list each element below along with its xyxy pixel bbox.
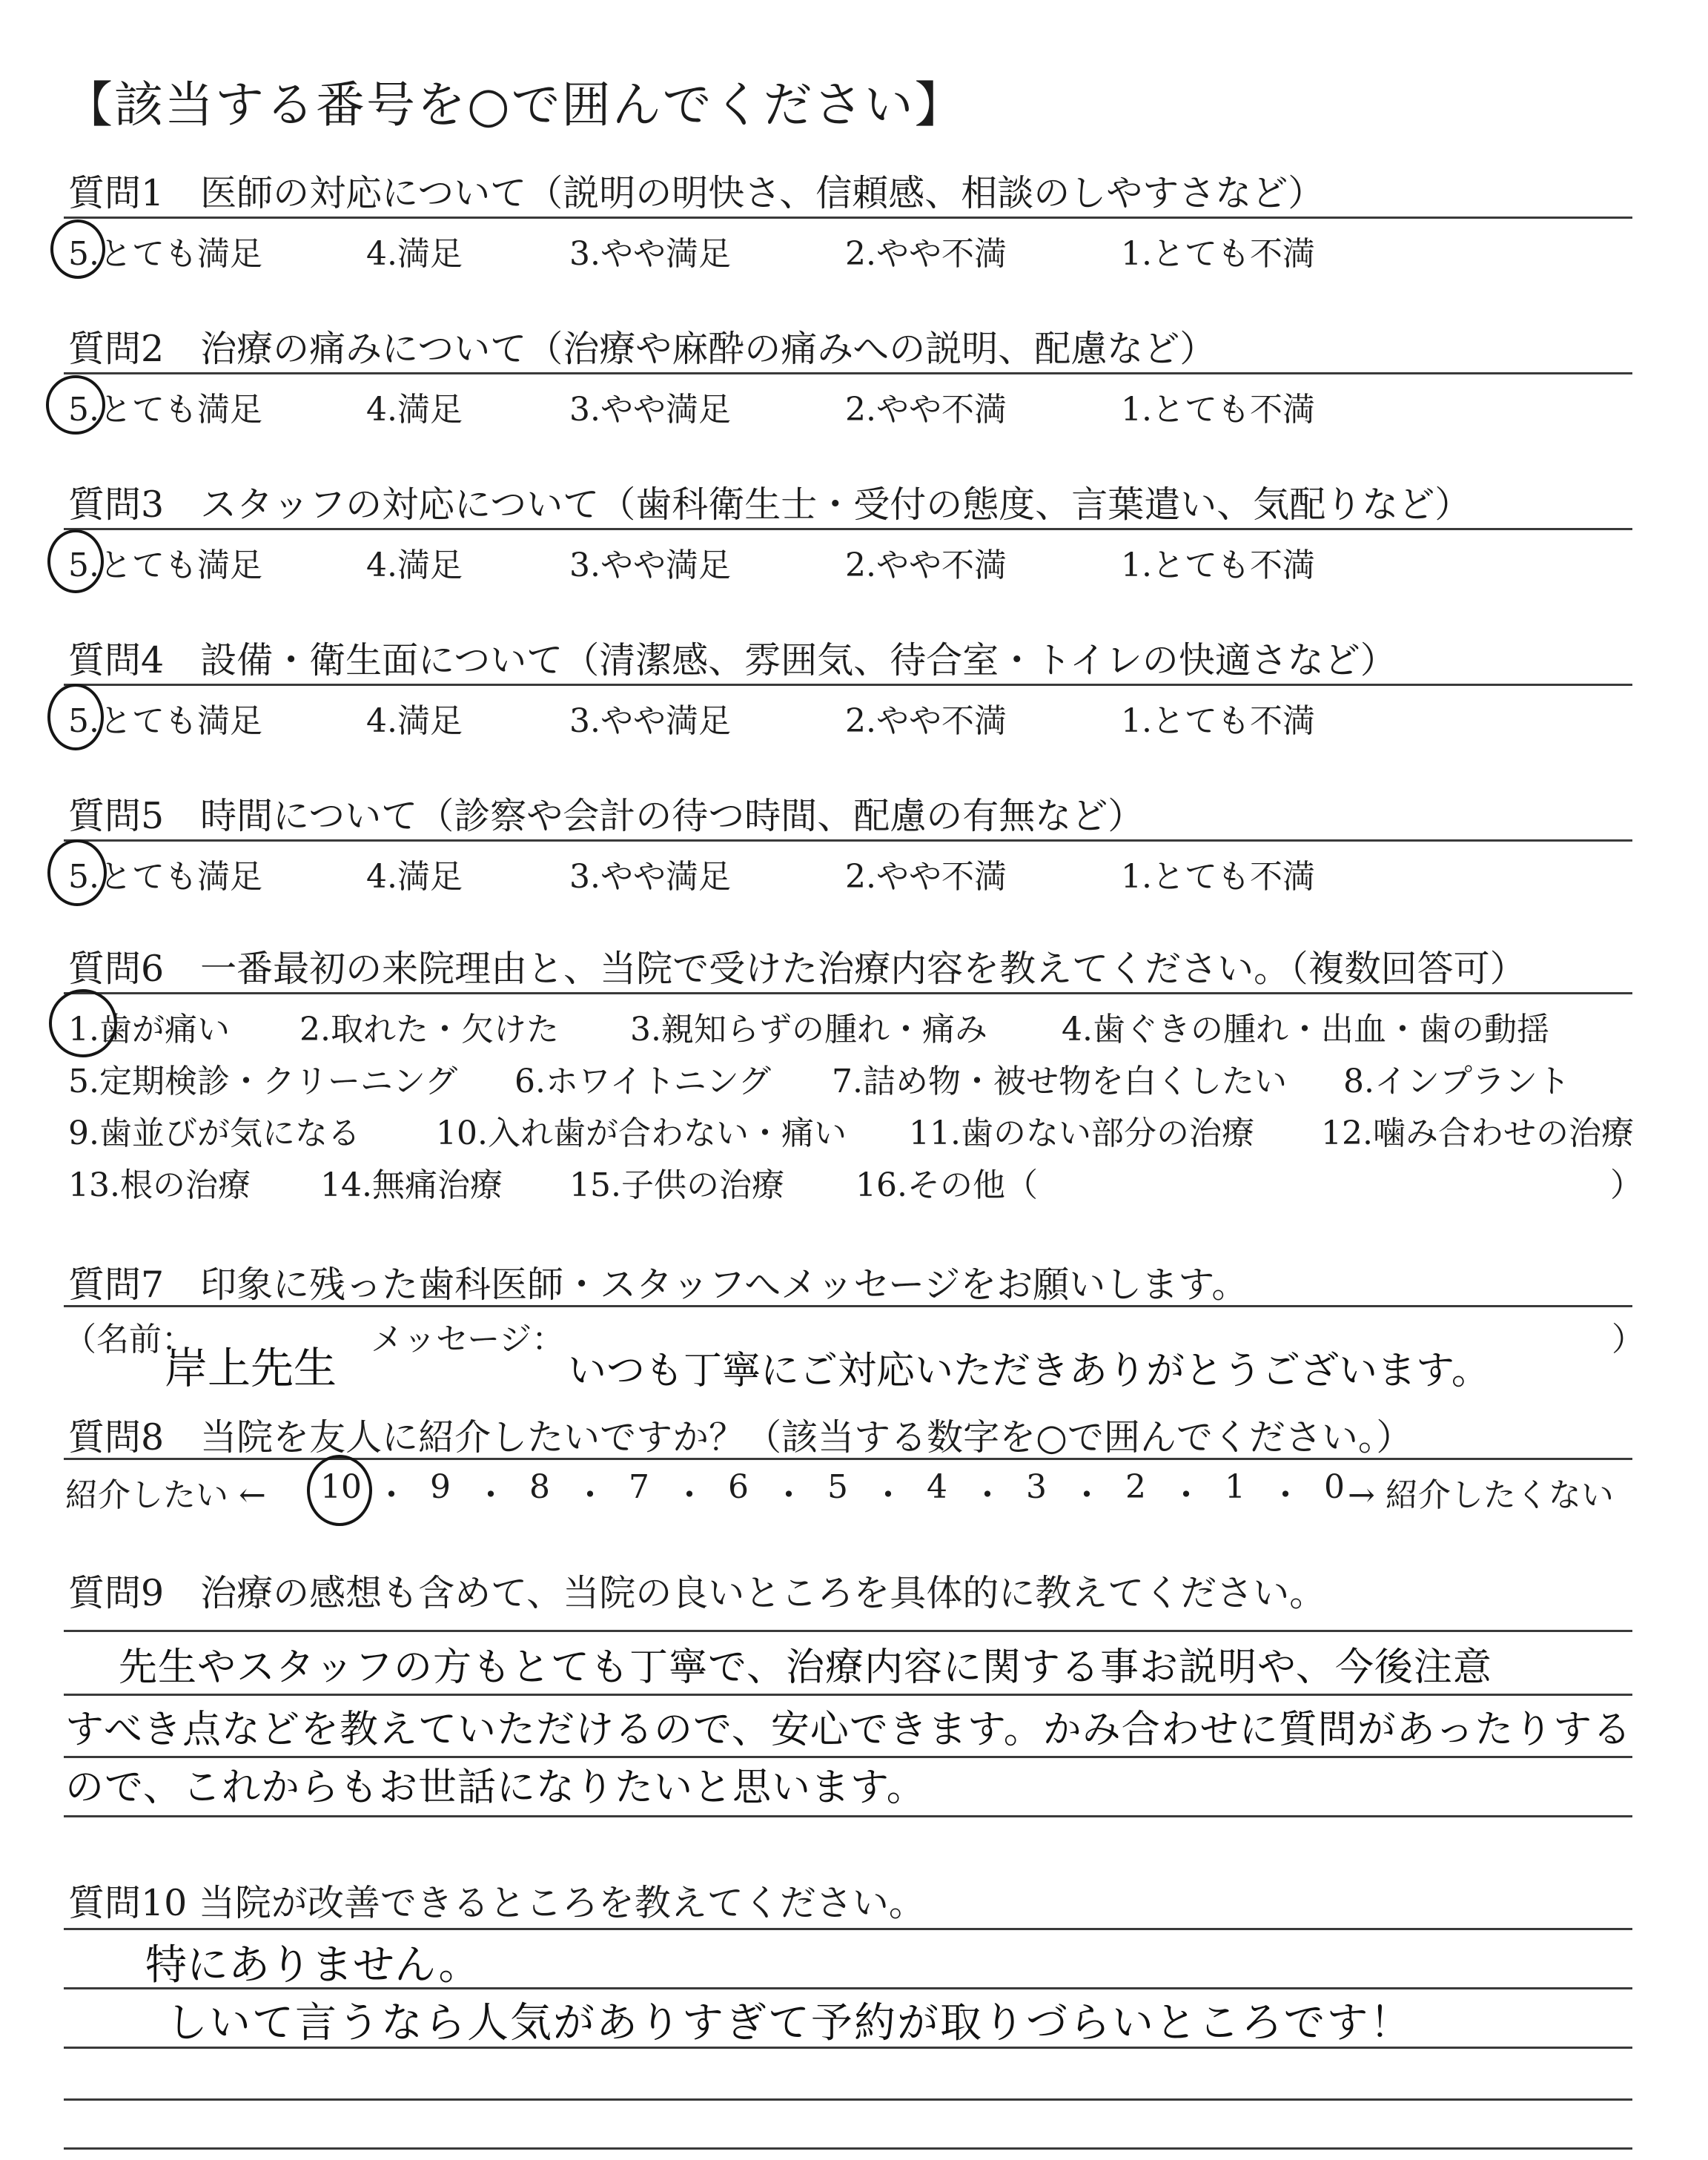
question-3-heading: 質問3 スタッフの対応について（歯科衛生士・受付の態度、言葉遣い、気配りなど） — [68, 483, 1472, 526]
ruled-line — [64, 1815, 1632, 1817]
question-6-row-3 — [68, 1106, 1640, 1151]
reason-9[interactable]: 9.歯並びが気になる — [68, 1114, 360, 1152]
question-4-heading: 質問4 設備・衛生面について（清潔感、雰囲気、待合室・トイレの快適さなど） — [68, 639, 1397, 681]
scale-right-label: → 紹介したくない — [1348, 1476, 1614, 1514]
option-2[interactable]: 2.やや不満 — [845, 702, 1007, 740]
reason-14[interactable]: 14.無痛治療 — [320, 1166, 503, 1204]
question-1-options — [68, 227, 1640, 271]
divider — [64, 1305, 1632, 1307]
reason-4[interactable]: 4.歯ぐきの腫れ・出血・歯の動揺 — [1062, 1011, 1549, 1048]
question-8-heading: 質問8 当院を友人に紹介したいですか？（該当する数字を○で囲んでください。） — [68, 1416, 1413, 1459]
question-6-row-4 — [68, 1158, 1643, 1204]
reason-11[interactable]: 11.歯のない部分の治療 — [909, 1114, 1254, 1152]
option-2[interactable]: 2.やや不満 — [845, 858, 1007, 896]
scale-value-8[interactable]: 8 — [529, 1468, 550, 1506]
option-5[interactable]: 5.とても満足 — [68, 235, 262, 273]
scale-separator: ・ — [474, 1476, 507, 1514]
option-1[interactable]: 1.とても不満 — [1121, 546, 1315, 584]
question-6-heading: 質問6 一番最初の来院理由と、当院で受けた治療内容を教えてください。（複数回答可） — [68, 948, 1526, 990]
option-1[interactable]: 1.とても不満 — [1121, 235, 1315, 273]
divider — [64, 1928, 1632, 1930]
name-label: （名前： — [64, 1321, 194, 1358]
scale-separator: ・ — [971, 1476, 1004, 1514]
option-2[interactable]: 2.やや不満 — [845, 235, 1007, 273]
scale-value-10[interactable]: 10 — [320, 1468, 362, 1506]
answer-circle — [47, 839, 107, 906]
option-1[interactable]: 1.とても不満 — [1121, 858, 1315, 896]
ruled-line — [64, 2098, 1632, 2101]
scale-value-9[interactable]: 9 — [430, 1468, 451, 1506]
option-5[interactable]: 5.とても満足 — [68, 391, 262, 429]
option-3[interactable]: 3.やや満足 — [569, 546, 731, 584]
scale-separator: ・ — [1170, 1476, 1202, 1514]
scale-separator: ・ — [1269, 1476, 1302, 1514]
q10-line-2[interactable]: しいて言うなら人気がありすぎて予約が取りづらいところです！ — [166, 1999, 1413, 2047]
option-4[interactable]: 4.満足 — [366, 235, 463, 273]
reason-12[interactable]: 12.噛み合わせの治療 — [1321, 1114, 1634, 1152]
question-6-row-2 — [68, 1054, 1640, 1099]
q9-line-3[interactable]: ので、これからもお世話になりたいと思います。 — [65, 1766, 926, 1810]
scale-value-2[interactable]: 2 — [1125, 1468, 1146, 1506]
question-7-heading: 質問7 印象に残った歯科医師・スタッフへメッセージをお願いします。 — [68, 1264, 1248, 1306]
answer-circle — [50, 219, 105, 279]
scale-value-6[interactable]: 6 — [728, 1468, 749, 1506]
option-2[interactable]: 2.やや不満 — [845, 546, 1007, 584]
question-3-options — [68, 538, 1640, 583]
reason-6[interactable]: 6.ホワイトニング — [514, 1063, 772, 1100]
option-5[interactable]: 5.とても満足 — [68, 546, 262, 584]
question-1-heading: 質問1 医師の対応について（説明の明快さ、信頼感、相談のしやすさなど） — [68, 172, 1325, 214]
scale-value-5[interactable]: 5 — [827, 1468, 848, 1506]
option-1[interactable]: 1.とても不満 — [1121, 702, 1315, 740]
question-10-heading: 質問10 当院が改善できるところを教えてください。 — [68, 1882, 925, 1924]
message-label: メッセージ： — [371, 1321, 565, 1358]
ruled-line — [64, 1694, 1632, 1696]
reason-16[interactable]: 16.その他（ — [855, 1166, 1038, 1204]
divider — [64, 1630, 1632, 1632]
option-5[interactable]: 5.とても満足 — [68, 702, 262, 740]
option-5[interactable]: 5.とても満足 — [68, 858, 262, 896]
divider — [64, 839, 1632, 842]
reason-3[interactable]: 3.親知らずの腫れ・痛み — [630, 1011, 987, 1048]
answer-circle — [46, 375, 105, 435]
message-handwriting[interactable]: いつも丁寧にご対応いただきありがとうございます。 — [568, 1349, 1490, 1393]
question-4-options — [68, 694, 1640, 739]
scale-separator: ・ — [375, 1476, 408, 1514]
question-9-heading: 質問9 治療の感想も含めて、当院の良いところを具体的に教えてください。 — [68, 1572, 1326, 1614]
reason-8[interactable]: 8.インプラント — [1343, 1063, 1570, 1100]
answer-circle — [307, 1455, 372, 1526]
option-4[interactable]: 4.満足 — [366, 391, 463, 429]
option-3[interactable]: 3.やや満足 — [569, 858, 731, 896]
reason-15[interactable]: 15.子供の治療 — [569, 1166, 784, 1204]
question-2-heading: 質問2 治療の痛みについて（治療や麻酔の痛みへの説明、配慮など） — [68, 328, 1217, 370]
option-4[interactable]: 4.満足 — [366, 702, 463, 740]
divider — [64, 528, 1632, 530]
option-3[interactable]: 3.やや満足 — [569, 702, 731, 740]
scale-value-3[interactable]: 3 — [1026, 1468, 1047, 1506]
scale-separator: ・ — [574, 1476, 606, 1514]
option-4[interactable]: 4.満足 — [366, 858, 463, 896]
divider — [64, 1458, 1632, 1460]
scale-value-1[interactable]: 1 — [1225, 1468, 1245, 1506]
scale-value-0[interactable]: 0 — [1324, 1468, 1345, 1506]
divider — [64, 217, 1632, 219]
divider — [64, 372, 1632, 374]
answer-circle — [49, 989, 117, 1057]
option-3[interactable]: 3.やや満足 — [569, 391, 731, 429]
question-2-options — [68, 383, 1640, 427]
close-paren: ） — [1610, 1166, 1643, 1204]
question-5-heading: 質問5 時間について（診察や会計の待つ時間、配慮の有無など） — [68, 795, 1145, 837]
scale-separator: ・ — [872, 1476, 904, 1514]
answer-circle — [47, 684, 104, 750]
reason-13[interactable]: 13.根の治療 — [68, 1166, 251, 1204]
scale-separator: ・ — [1070, 1476, 1103, 1514]
reason-7[interactable]: 7.詰め物・被せ物を白くしたい — [832, 1063, 1287, 1100]
question-6-row-1 — [68, 1003, 1640, 1047]
reason-2[interactable]: 2.取れた・欠けた — [299, 1011, 559, 1048]
q9-line-1[interactable]: 先生やスタッフの方もとても丁寧で、治療内容に関する事お説明や、今後注意 — [119, 1645, 1492, 1690]
close-paren: ） — [1612, 1321, 1644, 1358]
page-title: 【該当する番号を○で囲んでください】 — [64, 76, 965, 133]
reason-5[interactable]: 5.定期検診・クリーニング — [68, 1063, 458, 1100]
scale-separator: ・ — [673, 1476, 706, 1514]
divider — [64, 992, 1632, 994]
option-4[interactable]: 4.満足 — [366, 546, 463, 584]
ruled-line — [64, 2147, 1632, 2150]
option-2[interactable]: 2.やや不満 — [845, 391, 1007, 429]
q9-line-2[interactable]: すべき点などを教えていただけるので、安心できます。かみ合わせに質問があったりする — [65, 1708, 1632, 1752]
option-3[interactable]: 3.やや満足 — [569, 235, 731, 273]
reason-1[interactable]: 1.歯が痛い — [68, 1011, 230, 1048]
option-1[interactable]: 1.とても不満 — [1121, 391, 1315, 429]
name-handwriting[interactable]: 岸上先生 — [165, 1343, 337, 1393]
scale-separator: ・ — [772, 1476, 805, 1514]
divider — [64, 684, 1632, 686]
reason-10[interactable]: 10.入れ歯が合わない・痛い — [436, 1114, 847, 1152]
scale-value-4[interactable]: 4 — [927, 1468, 947, 1506]
scale-left-label: 紹介したい ← — [65, 1476, 266, 1514]
answer-circle — [47, 529, 104, 593]
scale-value-7[interactable]: 7 — [629, 1468, 649, 1506]
q10-line-1[interactable]: 特にありません。 — [145, 1941, 480, 1989]
question-5-options — [68, 850, 1640, 894]
